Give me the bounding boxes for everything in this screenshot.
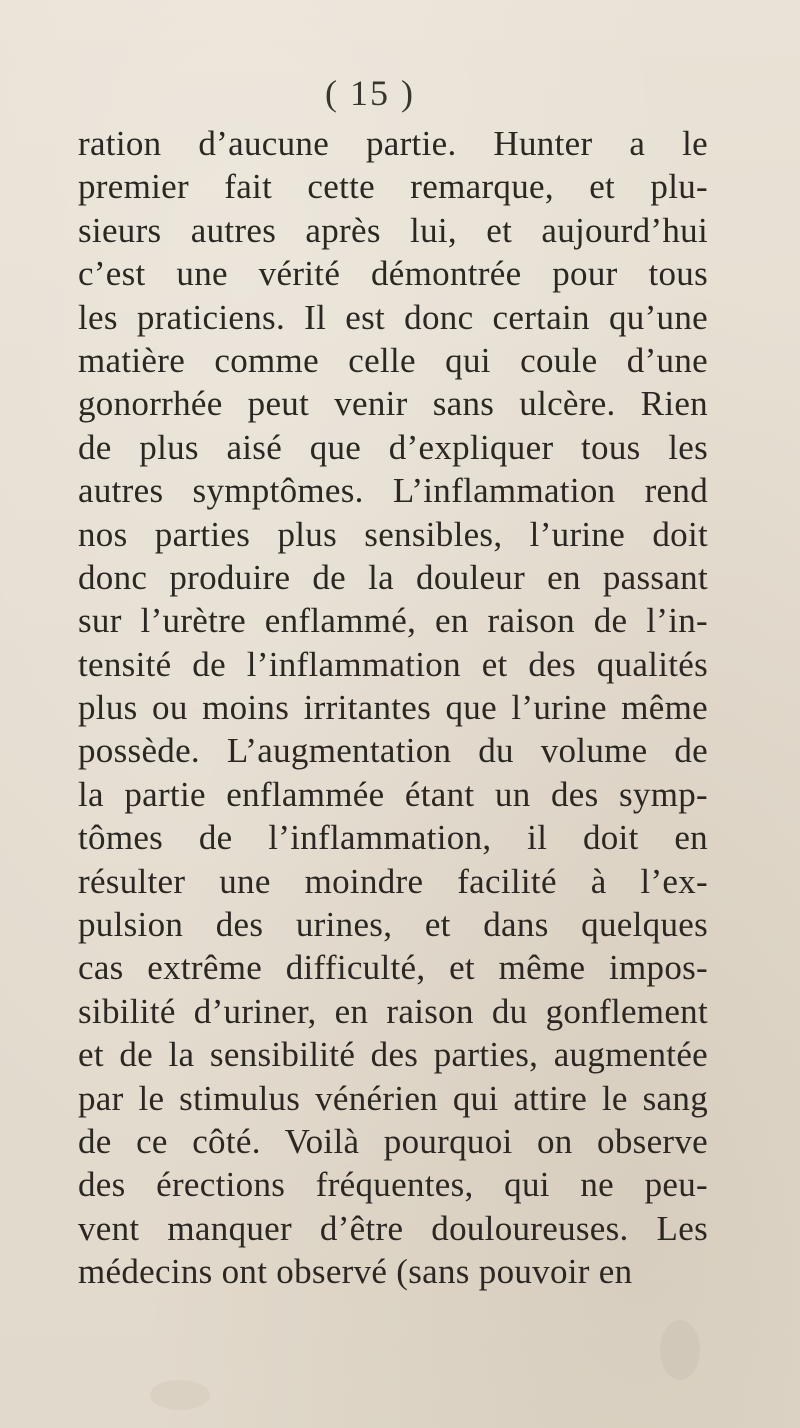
text-line: premier fait cette remarque, et plu- (78, 167, 708, 207)
text-line: possède. L’augmentation du volume de (78, 731, 708, 771)
text-line: résulter une moindre facilité à l’ex- (78, 861, 708, 901)
text-line: vent manquer d’être douloureuses. Les (78, 1208, 708, 1248)
text-line: tensité de l’inflammation et des qualités (78, 644, 708, 684)
text-line: c’est une vérité démontrée pour tous (78, 254, 708, 294)
paper-stain (150, 1380, 210, 1410)
text-line: et de la sensibilité des parties, augmentée (78, 1035, 708, 1075)
text-line: par le stimulus vénérien qui attire le sang (78, 1078, 708, 1118)
text-line: donc produire de la douleur en passant (78, 557, 708, 597)
text-line: gonorrhée peut venir sans ulcère. Rien (78, 384, 708, 424)
text-line: plus ou moins irritantes que l’urine même (78, 688, 708, 728)
text-line: sur l’urètre enflammé, en raison de l’in- (78, 601, 708, 641)
body-text (78, 122, 708, 1294)
paper-stain (660, 1320, 700, 1380)
text-line: les praticiens. Il est donc certain qu’une (78, 297, 708, 337)
text-line: cas extrême difficulté, et même impos- (78, 948, 708, 988)
text-line: nos parties plus sensibles, l’urine doit (78, 514, 708, 554)
text-line: sibilité d’uriner, en raison du gonflement (78, 991, 708, 1031)
text-line: de plus aisé que d’expliquer tous les (78, 427, 708, 467)
text-line: matière comme celle qui coule d’une (78, 340, 708, 380)
page-number: ( 15 ) (325, 73, 415, 113)
text-line: pulsion des urines, et dans quelques (78, 905, 708, 945)
text-line: des érections fréquentes, qui ne peu- (78, 1165, 708, 1205)
text-line: médecins ont observé (sans pouvoir en (78, 1252, 633, 1292)
text-line: tômes de l’inflammation, il doit en (78, 818, 708, 858)
text-line: ration d’aucune partie. Hunter a le (78, 124, 708, 163)
text-line: autres symptômes. L’inflammation rend (78, 471, 708, 511)
text-line: de ce côté. Voilà pourquoi on observe (78, 1121, 708, 1161)
text-line: la partie enflammée étant un des symp- (78, 774, 708, 814)
text-line: sieurs autres après lui, et aujourd’hui (78, 210, 708, 250)
